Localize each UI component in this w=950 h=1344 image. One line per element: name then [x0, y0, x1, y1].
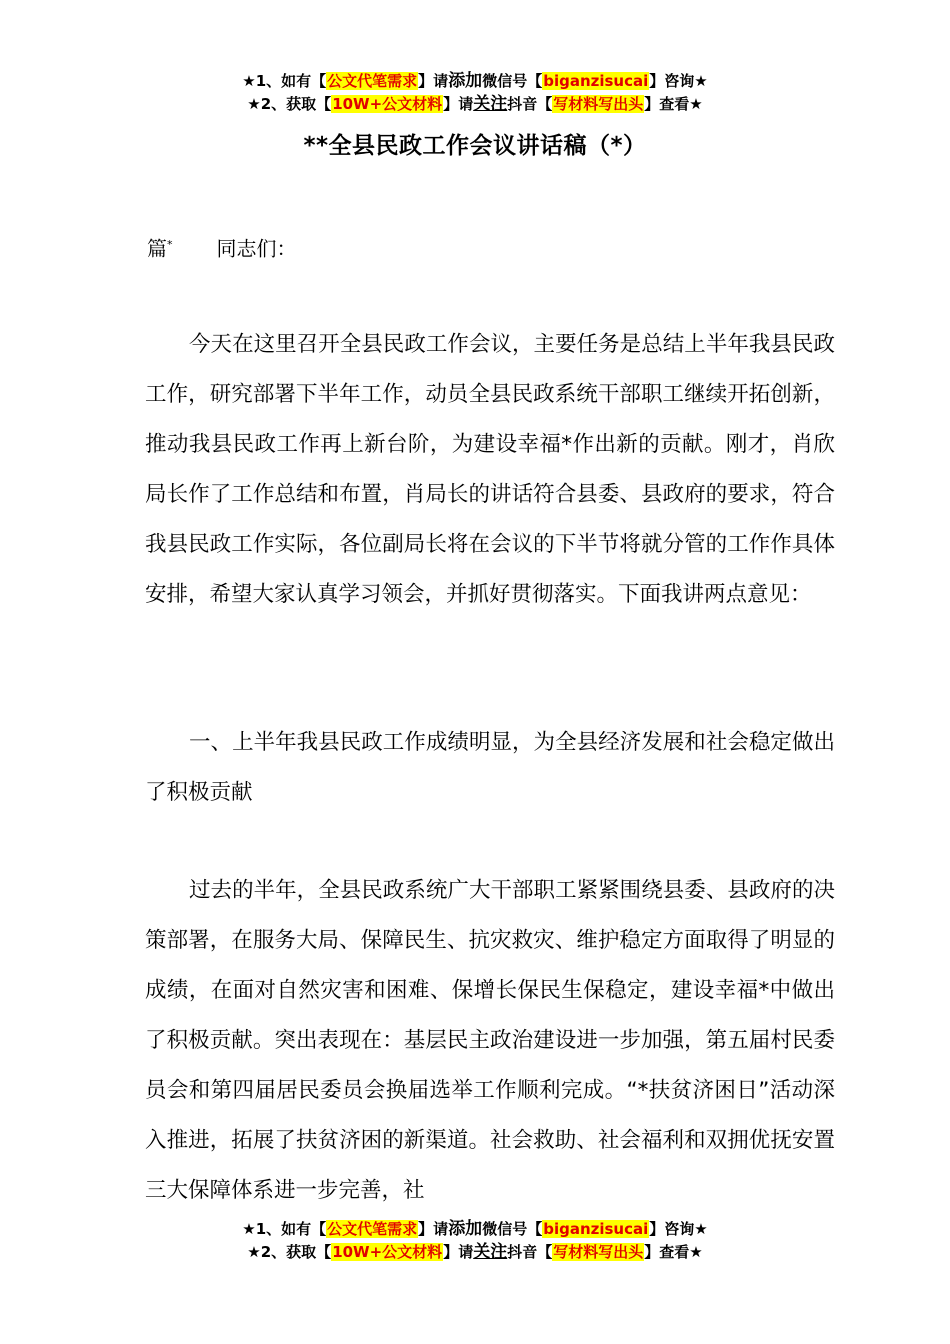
- promo-line-1-footer: [0, 1218, 950, 1240]
- promo-text: ★2、获取【: [247, 1243, 332, 1261]
- promo-text: ★1、如有【: [242, 1220, 327, 1238]
- wechat-id-highlight: biganzisucai: [543, 1220, 649, 1238]
- wechat-id-highlight: biganzisucai: [543, 72, 649, 90]
- promo-text: 】查看★: [644, 1243, 703, 1261]
- promo-text: 抖音【: [507, 1243, 553, 1261]
- promo-line-2-footer: [0, 1241, 950, 1263]
- promo-emphasis: 添加: [448, 1219, 483, 1239]
- promo-line-1: [0, 70, 950, 92]
- promo-highlight: 10W+公文材料: [332, 1243, 443, 1261]
- promo-text: 】请: [443, 1243, 474, 1261]
- promo-text: 】请: [418, 72, 449, 90]
- section-mark: *: [167, 238, 173, 251]
- promo-emphasis: 添加: [448, 71, 483, 91]
- promo-text: 】请: [418, 1220, 449, 1238]
- promo-emphasis: 关注: [473, 1242, 508, 1262]
- promo-highlight: 10W+公文材料: [332, 95, 443, 113]
- promo-text: 】咨询★: [649, 72, 708, 90]
- section-heading-1: 一、上半年我县民政工作成绩明显，为全县经济发展和社会稳定做出了积极贡献: [145, 730, 835, 805]
- promo-text: 微信号【: [482, 1220, 543, 1238]
- paragraph-achievements: 过去的半年，全县民政系统广大干部职工紧紧围绕县委、县政府的决策部署，在服务大局、保障民生、抗灾救灾、维护稳定方面取得了明显的成绩，在面对自然灾害和困难、保增长保民生保稳定，建设幸福*中做出了积极贡献。突出表现在：基层民主政治建设进一步加强，第五届村民委员会和第四届居民委员会换届选举工作顺利完成。“*扶贫济困日”活动深入推进，拓展了扶贫济困的新渠道。社会救助、社会福利和双拥优抚安置三大保障体系进一步完善，社: [145, 878, 835, 1203]
- promo-text: 】请: [443, 95, 474, 113]
- promo-text: 微信号【: [482, 72, 543, 90]
- promo-text: 】查看★: [644, 95, 703, 113]
- promo-text: 】咨询★: [649, 1220, 708, 1238]
- promo-text: 抖音【: [507, 95, 553, 113]
- promo-emphasis: 关注: [473, 94, 508, 114]
- douyin-id-highlight: 写材料写出头: [553, 95, 644, 113]
- section-label: 篇: [147, 236, 167, 261]
- document-title: **全县民政工作会议讲话稿（*）: [303, 133, 647, 159]
- promo-highlight: 公文代笔需求: [327, 1220, 418, 1238]
- promo-text: ★2、获取【: [247, 95, 332, 113]
- promo-highlight: 公文代笔需求: [327, 72, 418, 90]
- promo-line-2: [0, 93, 950, 115]
- salutation: 同志们：: [216, 236, 297, 261]
- greeting-line: [147, 230, 297, 264]
- promo-text: ★1、如有【: [242, 72, 327, 90]
- douyin-id-highlight: 写材料写出头: [553, 1243, 644, 1261]
- paragraph-intro: 今天在这里召开全县民政工作会议，主要任务是总结上半年我县民政工作，研究部署下半年工作，动员全县民政系统干部职工继续开拓创新，推动我县民政工作再上新台阶，为建设幸福*作出新的贡献。刚才，肖欣局长作了工作总结和布置，肖局长的讲话符合县委、县政府的要求，符合我县民政工作实际，各位副局长将在会议的下半节将就分管的工作作具体安排，希望大家认真学习领会，并抓好贯彻落实。下面我讲两点意见：: [145, 332, 835, 607]
